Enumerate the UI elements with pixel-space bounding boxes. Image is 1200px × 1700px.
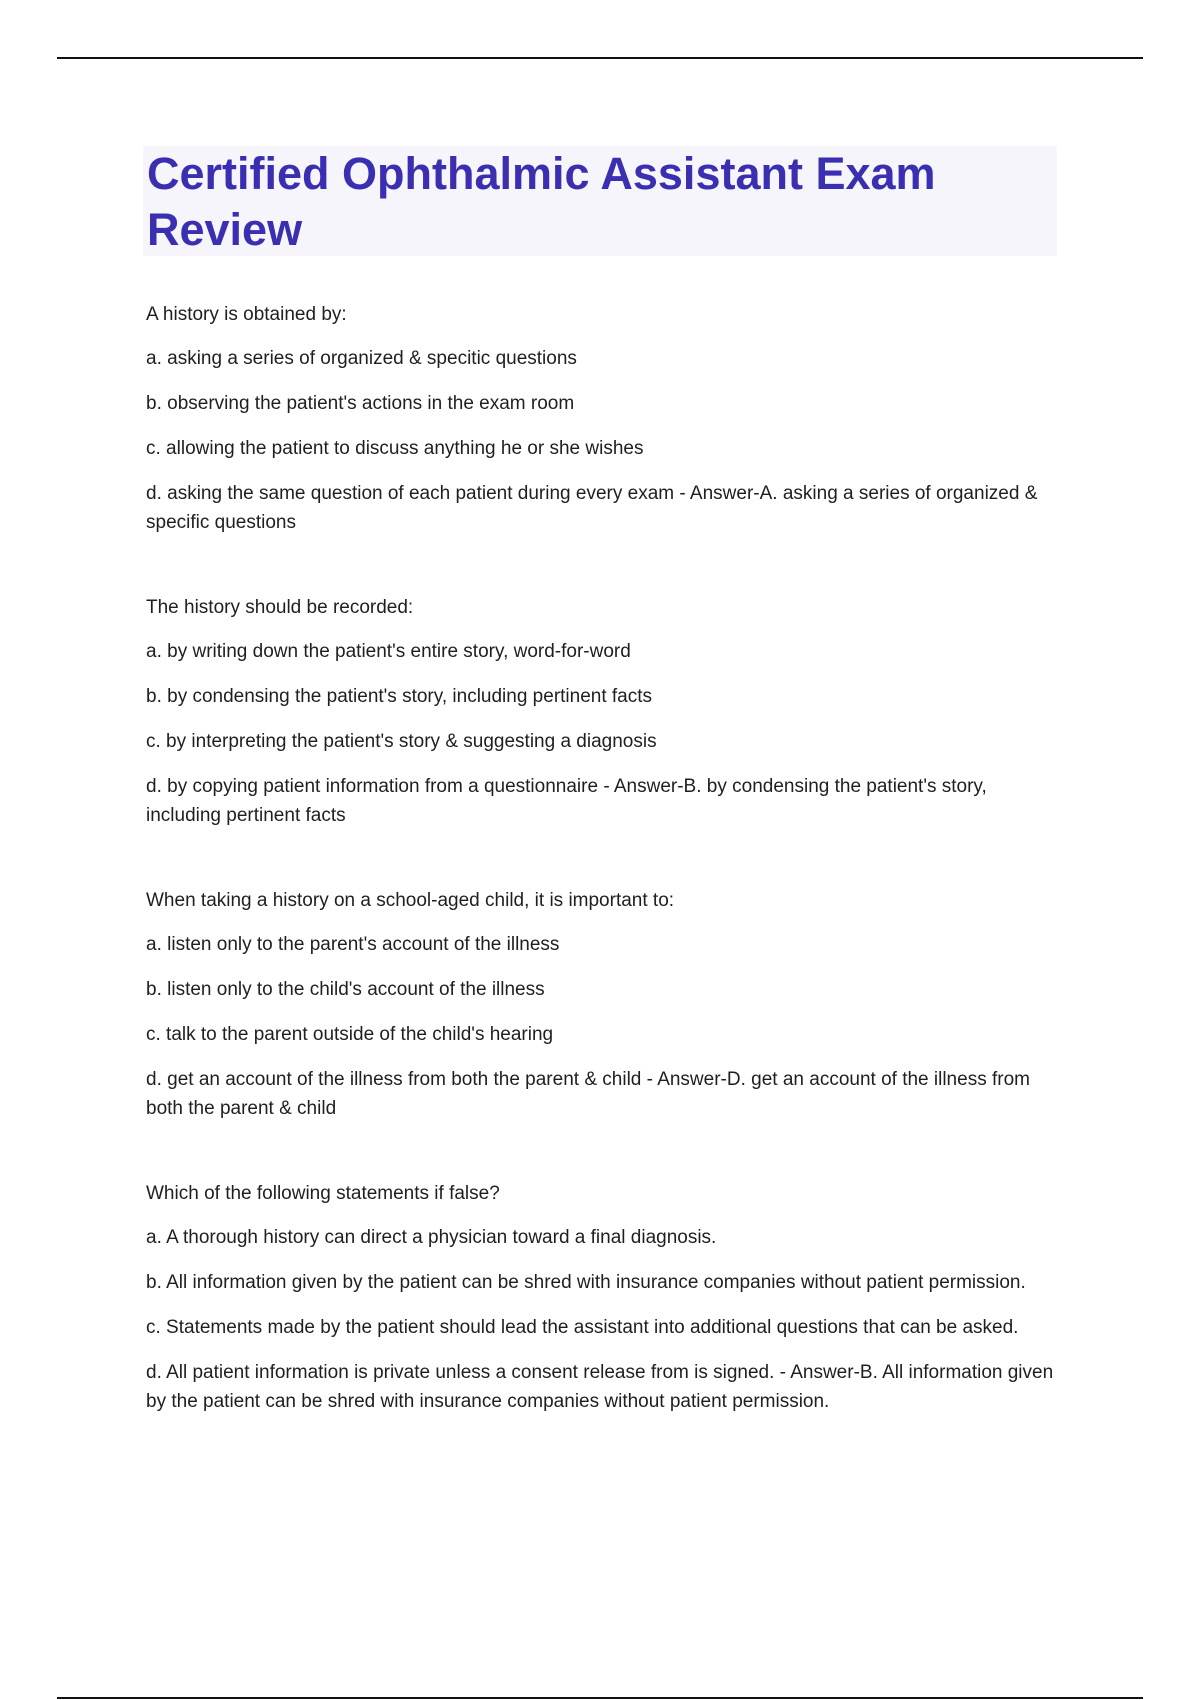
option-b: b. by condensing the patient's story, including pertinent facts bbox=[146, 686, 653, 707]
option-c: c. allowing the patient to discuss anything he or she wishes bbox=[146, 438, 644, 459]
document-title: Certified Ophthalmic Assistant Exam Review bbox=[147, 148, 936, 255]
option-b: b. listen only to the child's account of the illness bbox=[146, 979, 545, 1000]
option-d-with-answer: d. get an account of the illness from both the parent & child - Answer-D. get an account of the illness from both the parent & child bbox=[146, 1069, 1030, 1119]
option-b: b. observing the patient's actions in the exam room bbox=[146, 393, 575, 414]
option-a: a. A thorough history can direct a physician toward a final diagnosis. bbox=[146, 1227, 717, 1248]
option-c: c. by interpreting the patient's story & suggesting a diagnosis bbox=[146, 731, 657, 752]
option-a: a. listen only to the parent's account of the illness bbox=[146, 934, 560, 955]
question-stem: Which of the following statements if false? bbox=[146, 1183, 500, 1204]
top-rule bbox=[57, 57, 1143, 59]
option-d-with-answer: d. All patient information is private unless a consent release from is signed. - Answer-B. All information given by the patient can be shred with insurance companies without patient permission. bbox=[146, 1362, 1054, 1412]
bottom-rule bbox=[57, 1697, 1143, 1699]
option-a: a. by writing down the patient's entire story, word-for-word bbox=[146, 641, 631, 662]
option-d-with-answer: d. by copying patient information from a questionnaire - Answer-B. by condensing the patient's story, including pertinent facts bbox=[146, 776, 987, 826]
question-block bbox=[146, 1179, 1066, 1416]
question-stem: When taking a history on a school-aged child, it is important to: bbox=[146, 890, 675, 911]
question-stem: The history should be recorded: bbox=[146, 597, 414, 618]
option-c: c. talk to the parent outside of the child's hearing bbox=[146, 1024, 554, 1045]
option-b: b. All information given by the patient can be shred with insurance companies without patient permission. bbox=[146, 1272, 1026, 1293]
question-block bbox=[146, 593, 1066, 830]
option-d-with-answer: d. asking the same question of each patient during every exam - Answer-A. asking a series of organized & specific questions bbox=[146, 483, 1038, 533]
option-c: c. Statements made by the patient should lead the assistant into additional questions that can be asked. bbox=[146, 1317, 1019, 1338]
option-a: a. asking a series of organized & specitic questions bbox=[146, 348, 577, 369]
question-block bbox=[146, 886, 1066, 1123]
question-list bbox=[146, 300, 1066, 1472]
question-stem: A history is obtained by: bbox=[146, 304, 347, 325]
question-block bbox=[146, 300, 1066, 537]
